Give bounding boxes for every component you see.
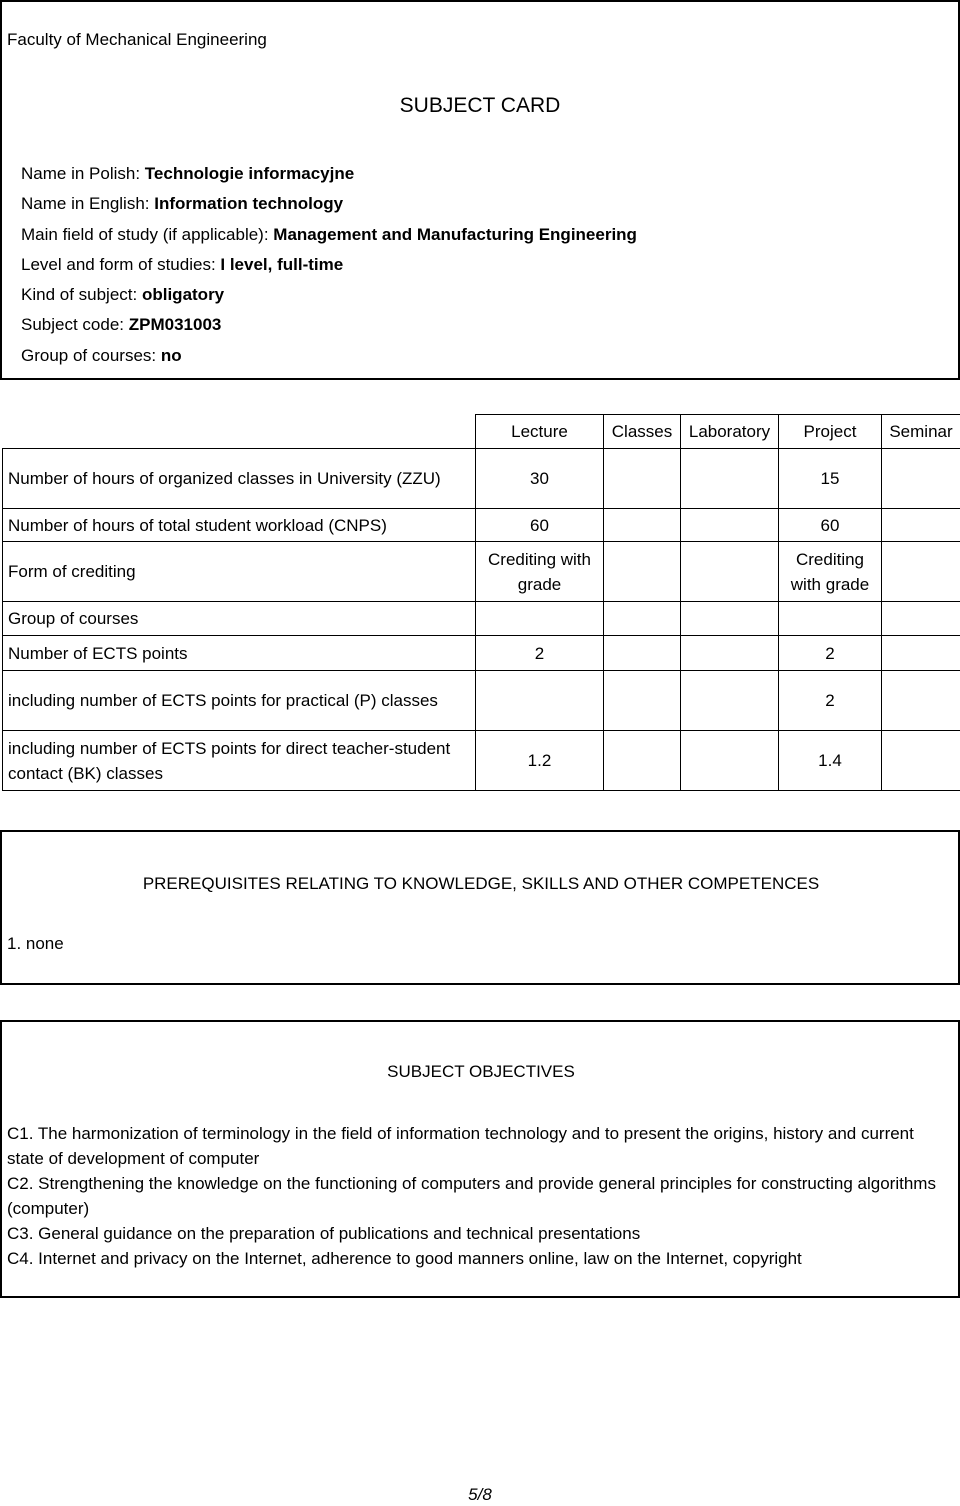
cell-seminar (882, 731, 960, 791)
info-name-polish (21, 159, 637, 189)
info-value: Technologie informacyjne (144, 164, 355, 183)
info-kind (21, 280, 637, 310)
cell-project: 60 (779, 509, 882, 542)
info-value: Information technology (154, 194, 344, 214)
info-value: no (160, 345, 182, 365)
page-title: SUBJECT CARD (399, 94, 561, 117)
cell-lecture (476, 671, 604, 731)
table-row (3, 671, 960, 731)
cell-laboratory (681, 602, 779, 636)
column-header: Laboratory (681, 415, 779, 449)
cell-laboratory (681, 509, 779, 542)
cell-laboratory (681, 542, 779, 602)
cell-classes (604, 542, 681, 602)
cell-seminar (882, 542, 960, 602)
info-value: I level, full-time (220, 254, 344, 274)
table-row (3, 636, 960, 671)
hours-table (2, 414, 960, 791)
objective-item: C2. Strengthening the knowledge on the functioning of computers and provide general principles for constructing algorithms (computer) (7, 1174, 936, 1218)
cell-seminar (882, 449, 960, 509)
table-row (3, 602, 960, 636)
info-label: Group of courses: (21, 345, 161, 365)
cell-seminar (882, 602, 960, 636)
objective-item: C4. Internet and privacy on the Internet, adherence to good manners online, law on the Internet, copyright (7, 1249, 802, 1268)
cell-lecture (476, 602, 604, 636)
cell-project: 2 (779, 636, 882, 671)
faculty-name: Faculty of Mechanical Engineering (7, 30, 267, 49)
cell-classes (604, 602, 681, 636)
info-field-of-study (21, 220, 637, 250)
subject-info-list (21, 159, 637, 371)
row-label: Number of ECTS points (3, 636, 476, 671)
cell-project: 1.4 (779, 731, 882, 791)
cell-lecture: 60 (476, 509, 604, 542)
cell-lecture: 1.2 (476, 731, 604, 791)
info-label: Name in Polish: (21, 164, 145, 183)
row-label: Number of hours of total student workload (CNPS) (3, 509, 476, 542)
cell-laboratory (681, 449, 779, 509)
cell-seminar (882, 509, 960, 542)
row-label: Number of hours of organized classes in University (ZZU) (3, 449, 476, 509)
page-number: 5/8 (468, 1485, 492, 1504)
info-value: Management and Manufacturing Engineering (273, 224, 637, 244)
objective-item: C1. The harmonization of terminology in the field of information technology and to present the origins, history and current state of development of computer (7, 1124, 914, 1168)
cell-seminar (882, 671, 960, 731)
row-label: Group of courses (3, 602, 476, 636)
objectives-list (7, 1121, 953, 1271)
cell-project: Crediting with grade (779, 542, 882, 602)
column-header: Seminar (882, 415, 960, 449)
info-code (21, 310, 637, 340)
info-label: Main field of study (if applicable): (21, 224, 274, 244)
info-value: obligatory (141, 285, 225, 305)
cell-lecture: 2 (476, 636, 604, 671)
column-header: Project (779, 415, 882, 449)
cell-classes (604, 509, 681, 542)
info-label: Name in English: (21, 194, 155, 214)
header-empty-cell (3, 415, 476, 449)
objective-item: C3. General guidance on the preparation of publications and technical presentations (7, 1224, 641, 1243)
cell-project (779, 602, 882, 636)
info-level-form (21, 250, 637, 280)
row-label: including number of ECTS points for direct teacher-student contact (BK) classes (3, 731, 476, 791)
table-header-row (3, 415, 960, 449)
cell-project: 15 (779, 449, 882, 509)
table-row (3, 731, 960, 791)
cell-lecture: 30 (476, 449, 604, 509)
cell-laboratory (681, 731, 779, 791)
info-label: Subject code: (21, 315, 129, 335)
table-row (3, 542, 960, 602)
info-value: ZPM031003 (128, 315, 222, 335)
column-header: Classes (604, 415, 681, 449)
cell-classes (604, 449, 681, 509)
prerequisites-box (0, 830, 960, 985)
cell-classes (604, 731, 681, 791)
cell-classes (604, 636, 681, 671)
row-label: Form of crediting (3, 542, 476, 602)
info-group (21, 341, 637, 371)
table-row (3, 449, 960, 509)
prerequisite-item: 1. none (7, 934, 64, 953)
info-label: Level and form of studies: (21, 254, 221, 274)
info-label: Kind of subject: (21, 285, 142, 305)
prerequisites-title: PREREQUISITES RELATING TO KNOWLEDGE, SKILLS AND OTHER COMPETENCES (142, 874, 820, 893)
info-name-english (21, 189, 637, 219)
cell-laboratory (681, 636, 779, 671)
row-label: including number of ECTS points for practical (P) classes (3, 671, 476, 731)
objectives-title: SUBJECT OBJECTIVES (387, 1062, 575, 1081)
cell-classes (604, 671, 681, 731)
table-row (3, 509, 960, 542)
cell-project: 2 (779, 671, 882, 731)
cell-seminar (882, 636, 960, 671)
column-header: Lecture (476, 415, 604, 449)
cell-laboratory (681, 671, 779, 731)
cell-lecture: Crediting with grade (476, 542, 604, 602)
